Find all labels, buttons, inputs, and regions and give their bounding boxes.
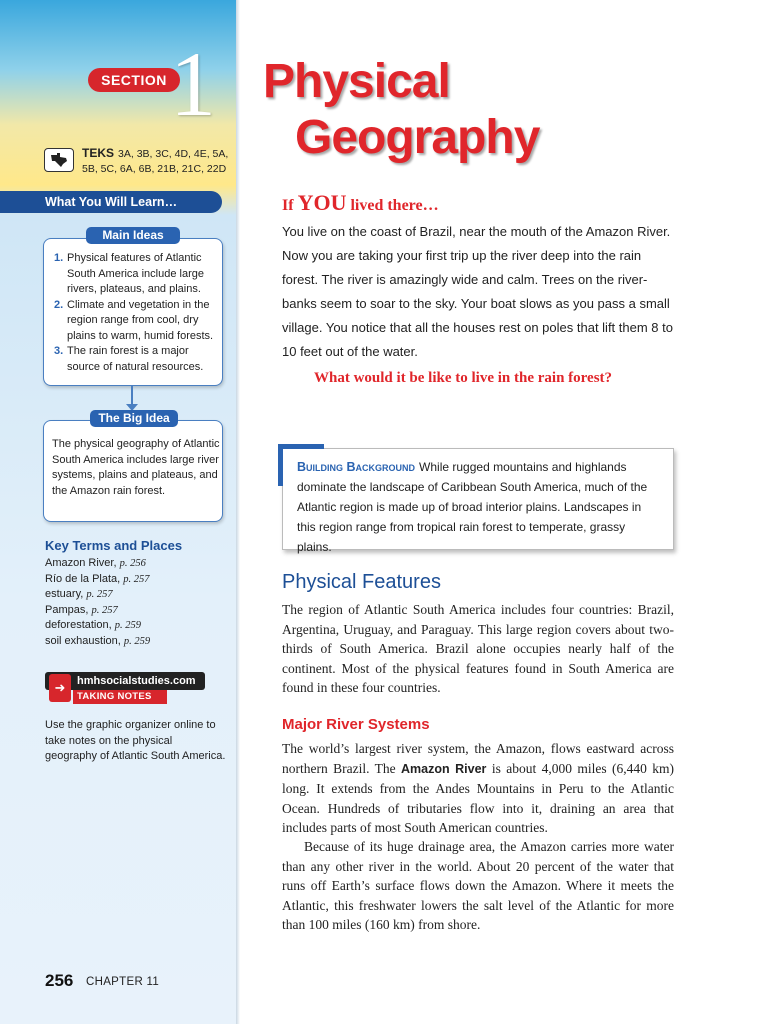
main-ideas-list: [54, 251, 222, 375]
big-idea-box: [43, 411, 223, 522]
box-accent: [278, 444, 283, 486]
page-title-line1: Physical: [263, 55, 450, 108]
main-idea-item: 2. Climate and vegetation in the region range from cool, dry plains to warm, humid forests.: [54, 298, 214, 342]
texas-map-icon: [44, 148, 74, 172]
sidebar-edge: [236, 0, 240, 1024]
chapter-label: CHAPTER 11: [86, 976, 160, 988]
teks-codes: 3A, 3B, 3C, 4D, 4E, 5A, 5B, 5C, 6A, 6B, 21B, 21C, 22D: [82, 148, 229, 175]
key-term-item: Amazon River, p. 256: [45, 557, 146, 569]
building-background-label: Building Background: [297, 460, 416, 474]
page-title-line2: Geography: [295, 111, 540, 164]
building-background-text: Building Background While rugged mountains and highlands dominate the landscape of Caribbean South America, much of the Atlantic region is made up of broad interior plains. Landscapes in this region range from tropical rain forest to temperate, grassy plains.: [297, 460, 648, 554]
key-term-item: Pampas, p. 257: [45, 603, 118, 616]
intro-text: You live on the coast of Brazil, near the mouth of the Amazon River. Now you are taking your first trip up the river deep into the rain forest. The river is amazingly wide and calm. Trees on the river-banks seem to soar to the sky. Your boat slows as you pass a small village. You notice that all the houses rest on poles that lift them 8 to 10 feet out of the water.: [282, 224, 673, 359]
key-terms-list: [45, 556, 225, 649]
major-river-systems-heading: Major River Systems: [282, 716, 430, 733]
if-you-lived-there-heading: If YOU lived there…: [282, 190, 439, 215]
section-number: 1: [170, 33, 216, 135]
building-background-box: [282, 448, 674, 554]
teks-standards: [82, 146, 232, 177]
box-accent: [278, 444, 324, 449]
main-idea-item: 3. The rain forest is a major source of natural resources.: [54, 345, 204, 373]
what-you-will-learn-banner: What You Will Learn…: [0, 191, 222, 213]
physical-features-paragraph: The region of Atlantic South America includes four countries: Brazil, Argentina, Uruguay, and Paraguay. This large region covers about two-thirds of South America. Brazil alone occupies nearly half of the continent. Most of the physical features found in South America are found in these four countries.: [282, 602, 674, 695]
main-idea-item: 1. Physical features of Atlantic South America include large rivers, plateaus, and plains.: [54, 252, 204, 295]
main-ideas-box: [43, 228, 223, 386]
taking-notes-label: TAKING NOTES: [73, 690, 167, 704]
key-term-item: estuary, p. 257: [45, 588, 113, 600]
big-idea-title: The Big Idea: [90, 410, 178, 427]
key-terms-title: Key Terms and Places: [45, 538, 183, 553]
main-ideas-title: Main Ideas: [86, 227, 180, 244]
page-number: 256: [45, 971, 74, 990]
rivers-paragraph-2: Because of its huge drainage area, the Amazon carries more water than any other river in the world. About 20 percent of the water that runs off Earth’s surface flows down the Amazon. Where it meets the Atlantic, this freshwater lowers the salt level of the Atlantic for more than 100 miles (160 km) from shore.: [282, 839, 674, 932]
taking-notes-badge[interactable]: [45, 672, 205, 708]
website-link[interactable]: hmhsocialstudies.com: [45, 672, 205, 690]
key-term-item: soil exhaustion, p. 259: [45, 634, 151, 647]
rivers-paragraph-1: The world’s largest river system, the Amazon, flows eastward across northern Brazil. The Amazon River is about 4,000 miles (6,440 km) long. It extends from the Andes Mountains in Peru to the Atlantic Ocean. Hundreds of tributaries flow into it, draining an area that includes parts of most South American countries.: [282, 741, 675, 835]
taking-notes-text: Use the graphic organizer online to take notes on the physical geography of Atlantic South America.: [45, 719, 226, 762]
physical-features-heading: Physical Features: [282, 571, 441, 593]
link-arrow-icon: ➜: [49, 674, 71, 702]
section-label: SECTION: [88, 68, 180, 92]
teks-label: TEKS: [82, 146, 115, 160]
focus-question: What would it be like to live in the rain forest?: [314, 370, 613, 386]
key-term-amazon-river: Amazon River: [401, 761, 487, 776]
big-idea-text: The physical geography of Atlantic South America includes large river systems, plains and plateaus, and the Amazon rain forest.: [52, 438, 220, 497]
key-term-item: deforestation, p. 259: [45, 619, 141, 631]
key-term-item: Río de la Plata, p. 257: [45, 572, 150, 585]
